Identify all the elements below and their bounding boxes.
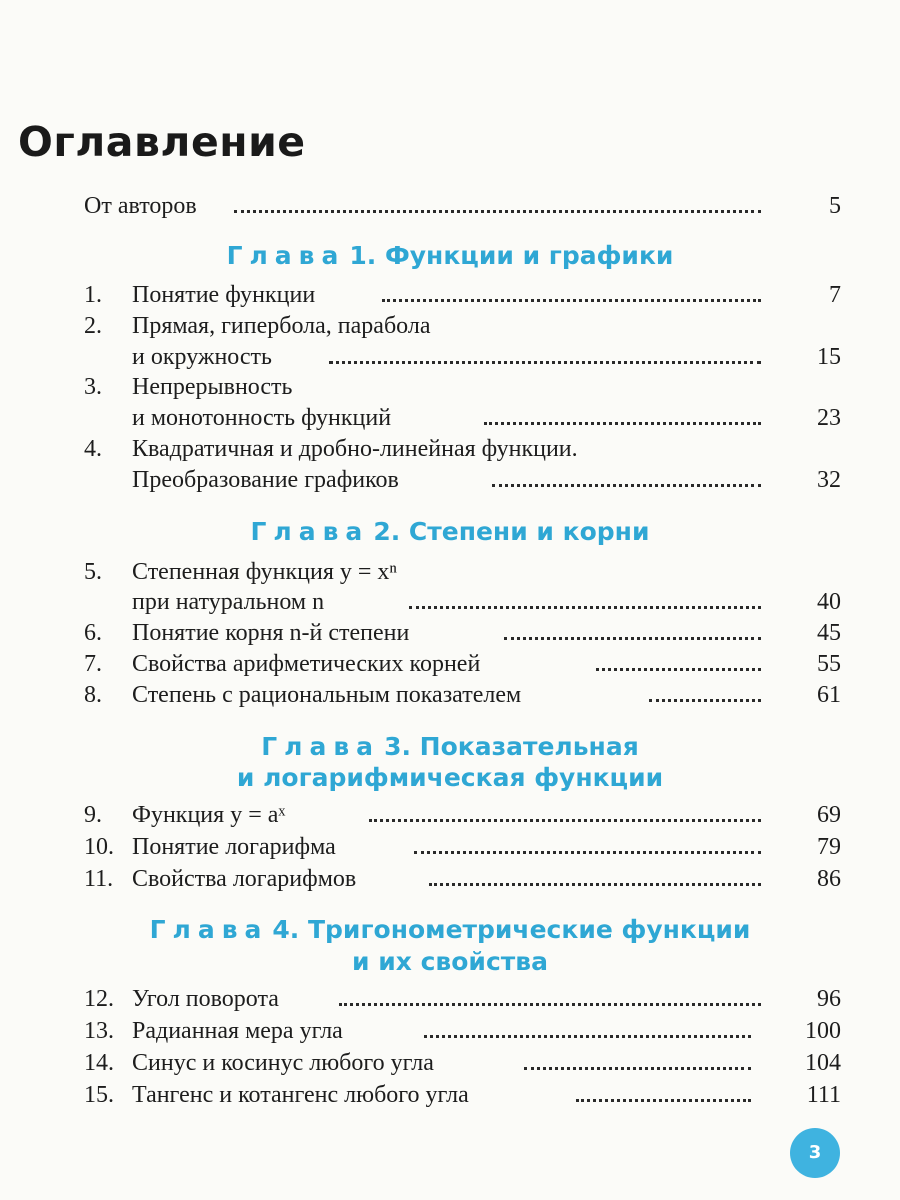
page-title: Оглавление xyxy=(18,118,306,166)
entry-title: Радианная мера угла xyxy=(132,1018,343,1044)
dot-leader xyxy=(414,851,761,854)
toc-entry-7[interactable] xyxy=(84,647,841,681)
entry-title: Синус и косинус любого угла xyxy=(132,1050,434,1076)
dot-leader xyxy=(382,299,761,302)
dot-leader xyxy=(409,606,761,609)
dot-leader xyxy=(369,819,761,822)
entry-number: 2. xyxy=(84,313,102,339)
toc-entry-2-line1: Прямая, гипербола, парабола xyxy=(132,313,431,339)
chapter-heading-4-line2: и их свойства xyxy=(352,947,548,976)
entry-page: 100 xyxy=(805,1018,841,1044)
entry-number: 15. xyxy=(84,1082,114,1108)
entry-title: Свойства логарифмов xyxy=(132,866,357,892)
toc-entry-4-line1: Квадратичная и дробно-линейная функции. xyxy=(132,436,578,462)
dot-leader xyxy=(649,699,761,702)
chapter-label: Глава xyxy=(250,517,370,546)
dot-leader xyxy=(339,1003,761,1006)
entry-number: 7. xyxy=(84,651,102,677)
dot-leader xyxy=(234,210,761,213)
entry-page: 23 xyxy=(817,405,841,431)
entry-page: 15 xyxy=(817,344,841,370)
dot-leader xyxy=(429,883,761,886)
entry-number: 12. xyxy=(84,986,114,1012)
dot-leader xyxy=(484,422,761,425)
toc-entry-15[interactable] xyxy=(84,1078,841,1112)
chapter-label: Глава xyxy=(149,915,269,944)
chapter-title: 4. Тригонометрические функции xyxy=(272,915,751,944)
toc-entry-11[interactable] xyxy=(84,862,841,896)
dot-leader xyxy=(596,668,761,671)
entry-page: 5 xyxy=(829,193,841,219)
chapter-title: 2. Степени и корни xyxy=(373,517,650,546)
entry-title: Понятие логарифма xyxy=(132,834,336,860)
toc-entry-1[interactable] xyxy=(84,278,841,312)
toc-entry-6[interactable] xyxy=(84,616,841,650)
entry-number: 14. xyxy=(84,1050,114,1076)
entry-title: Свойства арифметических корней xyxy=(132,651,481,677)
entry-page: 86 xyxy=(817,866,841,892)
chapter-heading-1 xyxy=(0,240,900,272)
entry-title-cont: при натуральном n xyxy=(132,589,325,615)
entry-page: 45 xyxy=(817,620,841,646)
entry-title: Понятие корня n-й степени xyxy=(132,620,410,646)
entry-page: 7 xyxy=(829,282,841,308)
entry-page: 32 xyxy=(817,467,841,493)
toc-entry-4-line2[interactable] xyxy=(84,463,841,497)
chapter-title: 1. Функции и графики xyxy=(349,241,674,270)
toc-entry-10[interactable] xyxy=(84,830,841,864)
entry-page: 79 xyxy=(817,834,841,860)
entry-number: 1. xyxy=(84,282,102,308)
entry-page: 69 xyxy=(817,802,841,828)
chapter-heading-4 xyxy=(0,914,900,946)
entry-title: Понятие функции xyxy=(132,282,316,308)
dot-leader xyxy=(576,1099,751,1102)
entry-title: Угол поворота xyxy=(132,986,279,1012)
toc-entry-14[interactable] xyxy=(84,1046,841,1080)
entry-title-cont: Преобразование графиков xyxy=(132,467,399,493)
entry-title-cont: и окружность xyxy=(132,344,272,370)
dot-leader xyxy=(424,1035,751,1038)
entry-number: 13. xyxy=(84,1018,114,1044)
entry-title: Тангенс и котангенс любого угла xyxy=(132,1082,469,1108)
entry-title-cont: и монотонность функций xyxy=(132,405,392,431)
toc-entry-5-line1: Степенная функция y = xⁿ xyxy=(132,559,397,585)
chapter-heading-3 xyxy=(0,731,900,763)
toc-entry-2-line2[interactable] xyxy=(84,340,841,374)
entry-page: 55 xyxy=(817,651,841,677)
entry-title: Функция y = aˣ xyxy=(132,802,286,828)
dot-leader xyxy=(329,361,761,364)
toc-entry-8[interactable] xyxy=(84,678,841,712)
entry-number: 8. xyxy=(84,682,102,708)
chapter-label: Глава xyxy=(226,241,346,270)
toc-entry-intro[interactable] xyxy=(84,189,841,223)
toc-entry-3-line1: Непрерывность xyxy=(132,374,293,400)
entry-number: 9. xyxy=(84,802,102,828)
entry-number: 5. xyxy=(84,559,102,585)
entry-page: 104 xyxy=(805,1050,841,1076)
toc-entry-5-line2[interactable] xyxy=(84,585,841,619)
toc-entry-2[interactable] xyxy=(84,309,841,343)
toc-entry-4[interactable] xyxy=(84,432,841,466)
dot-leader xyxy=(524,1067,751,1070)
entry-number: 10. xyxy=(84,834,114,860)
chapter-label: Глава xyxy=(261,732,381,761)
toc-entry-12[interactable] xyxy=(84,982,841,1016)
toc-entry-3[interactable] xyxy=(84,370,841,404)
entry-number: 6. xyxy=(84,620,102,646)
entry-number: 4. xyxy=(84,436,102,462)
entry-page: 40 xyxy=(817,589,841,615)
entry-title: От авторов xyxy=(84,193,197,219)
entry-number: 11. xyxy=(84,866,114,892)
chapter-heading-2 xyxy=(0,516,900,548)
entry-page: 96 xyxy=(817,986,841,1012)
toc-entry-9[interactable] xyxy=(84,798,841,832)
toc-entry-5[interactable] xyxy=(84,555,841,589)
chapter-title: 3. Показательная xyxy=(384,732,639,761)
chapter-heading-3-line2: и логарифмическая функции xyxy=(236,763,664,792)
page-number-badge: 3 xyxy=(790,1128,840,1178)
toc-entry-13[interactable] xyxy=(84,1014,841,1048)
dot-leader xyxy=(504,637,761,640)
entry-page: 111 xyxy=(806,1082,841,1108)
entry-page: 61 xyxy=(817,682,841,708)
entry-title: Степень с рациональным показателем xyxy=(132,682,522,708)
dot-leader xyxy=(492,484,761,487)
toc-entry-3-line2[interactable] xyxy=(84,401,841,435)
entry-number: 3. xyxy=(84,374,102,400)
